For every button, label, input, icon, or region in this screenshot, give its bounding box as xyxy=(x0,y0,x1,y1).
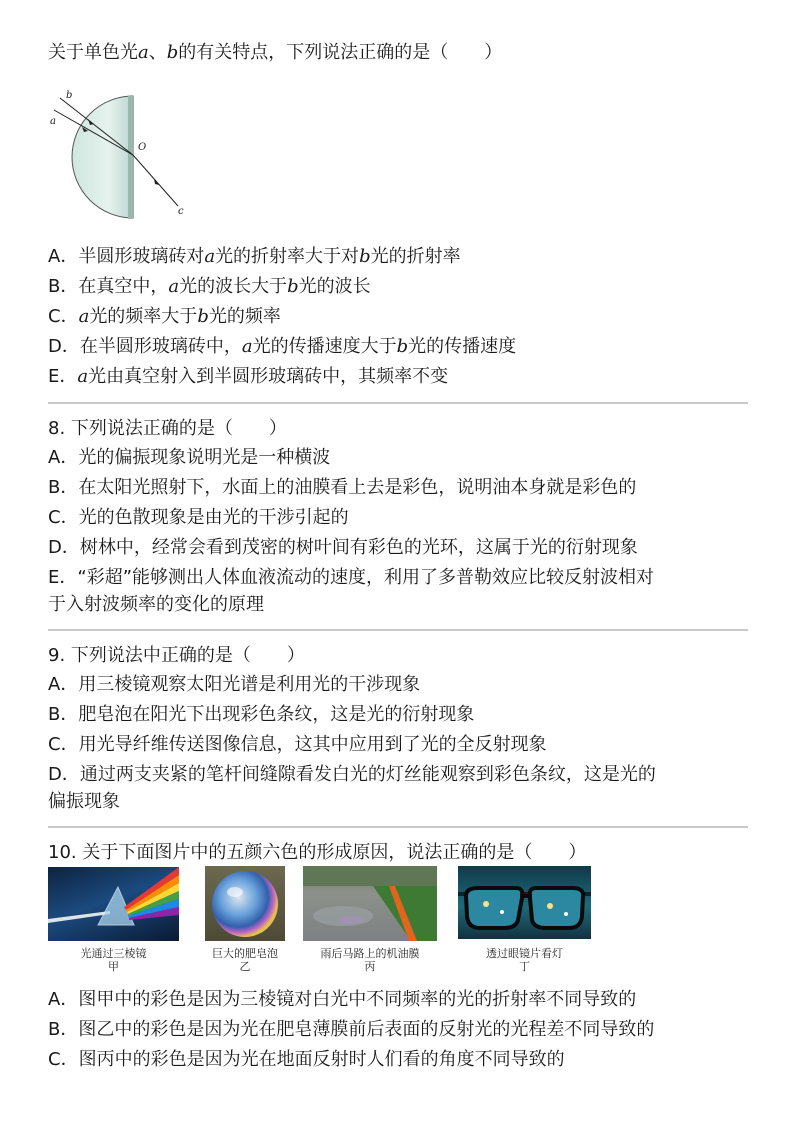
q10-option-b: B．图乙中的彩色是因为光在肥皂薄膜前后表面的反射光的光程差不同导致的 xyxy=(48,1019,655,1040)
caption-bing: 雨后马路上的机油膜 丙 xyxy=(320,947,420,973)
divider xyxy=(48,629,748,631)
q8-option-a: A．光的偏振现象说明光是一种横波 xyxy=(48,447,331,468)
q9-option-b: B．肥皂泡在阳光下出现彩色条纹，这是光的衍射现象 xyxy=(48,704,475,725)
q7-option-b: B．在真空中，a光的波长大于b光的波长 xyxy=(48,276,371,297)
q10-option-a: A．图甲中的彩色是因为三棱镜对白光中不同频率的光的折射率不同导致的 xyxy=(48,989,637,1010)
q10-option-c: C．图丙中的彩色是因为光在地面反射时人们看的角度不同导致的 xyxy=(48,1049,565,1070)
divider xyxy=(48,826,748,828)
q8-option-d: D．树林中，经常会看到茂密的树叶间有彩色的光环，这属于光的衍射现象 xyxy=(48,537,638,558)
q7-option-d: D．在半圆形玻璃砖中，a光的传播速度大于b光的传播速度 xyxy=(48,336,517,357)
caption-yi: 巨大的肥皂泡 乙 xyxy=(212,947,278,973)
q8-option-c: C．光的色散现象是由光的干涉引起的 xyxy=(48,507,349,528)
q8-stem: 8. 下列说法正确的是（ ） xyxy=(48,418,287,439)
label-c: c xyxy=(178,206,184,217)
q9-option-d-cont: 偏振现象 xyxy=(48,791,120,812)
q7-option-e: E．a光由真空射入到半圆形玻璃砖中，其频率不变 xyxy=(48,366,449,387)
q10-stem: 10. 关于下面图片中的五颜六色的形成原因，说法正确的是（ ） xyxy=(48,842,587,863)
glasses-photo xyxy=(458,866,591,939)
label-o: O xyxy=(138,142,147,153)
label-a: a xyxy=(50,116,56,127)
wet-road-photo xyxy=(303,866,437,941)
q9-option-d: D．通过两支夹紧的笔杆间缝隙看发白光的灯丝能观察到彩色条纹，这是光的 xyxy=(48,764,656,785)
q8-option-b: B．在太阳光照射下，水面上的油膜看上去是彩色，说明油本身就是彩色的 xyxy=(48,477,637,498)
q7-option-a: A．半圆形玻璃砖对a光的折射率大于对b光的折射率 xyxy=(48,246,461,267)
caption-ding: 透过眼镜片看灯 丁 xyxy=(486,947,563,973)
q8-option-e: E．“彩超”能够测出人体血液流动的速度，利用了多普勒效应比较反射波相对 xyxy=(48,567,655,588)
q9-stem: 9. 下列说法中正确的是（ ） xyxy=(48,645,305,666)
label-b: b xyxy=(66,90,73,101)
q8-option-e-cont: 于入射波频率的变化的原理 xyxy=(48,594,264,615)
q9-option-a: A．用三棱镜观察太阳光谱是利用光的干涉现象 xyxy=(48,674,421,695)
semicircle-glass-diagram xyxy=(44,88,194,220)
q7-stem: 关于单色光a、b的有关特点，下列说法正确的是（ ） xyxy=(48,42,503,63)
q9-option-c: C．用光导纤维传送图像信息，这其中应用到了光的全反射现象 xyxy=(48,734,547,755)
caption-jia: 光通过三棱镜 甲 xyxy=(80,947,147,973)
divider xyxy=(48,402,748,404)
prism-photo xyxy=(48,867,179,941)
q7-option-c: C．a光的频率大于b光的频率 xyxy=(48,306,281,327)
soap-bubble-photo xyxy=(205,866,285,941)
